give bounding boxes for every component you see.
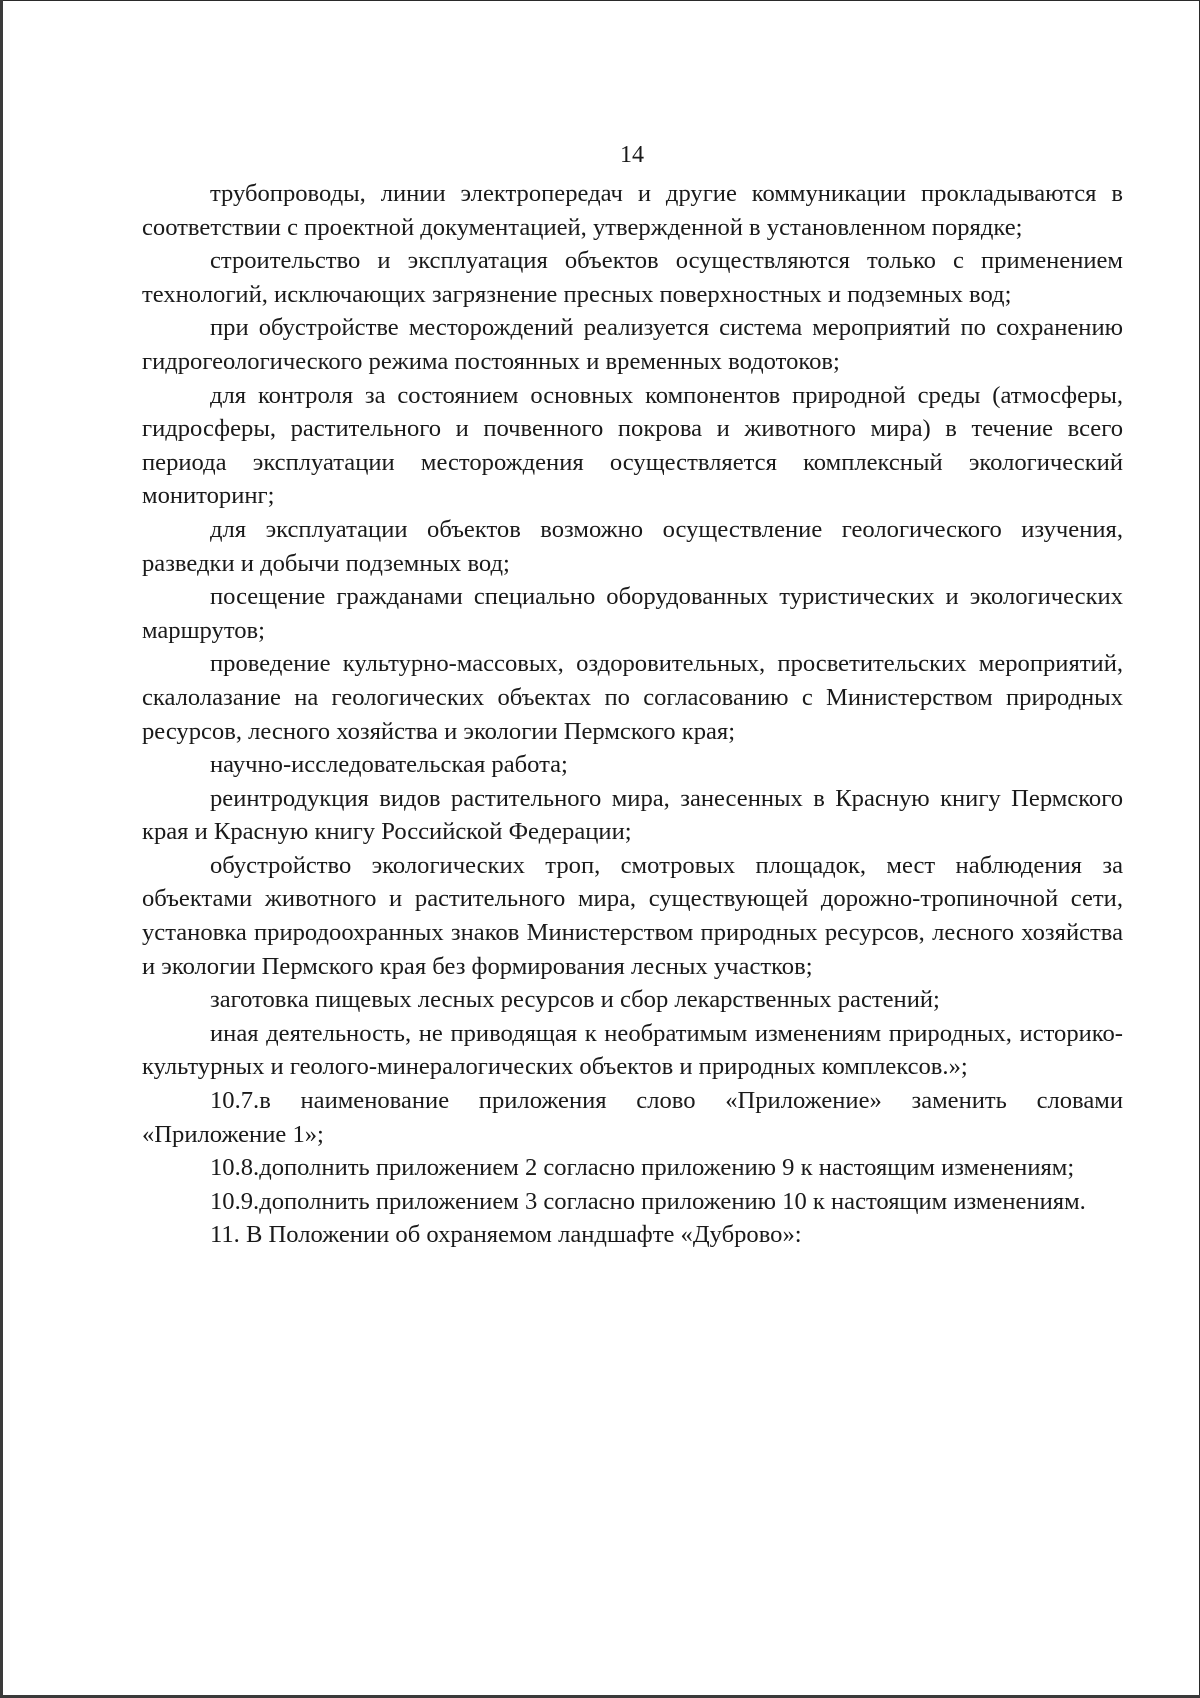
page-number: 14: [620, 142, 644, 168]
paragraph: реинтродукция видов растительного мира, занесенных в Красную книгу Пермского края и Красную книгу Российской Федерации;: [142, 784, 1123, 846]
paragraph: 10.9.дополнить приложением 3 согласно приложению 10 к настоящим изменениям.: [210, 1187, 1086, 1215]
paragraph: заготовка пищевых лесных ресурсов и сбор лекарственных растений;: [210, 986, 940, 1014]
paragraph: для контроля за состоянием основных компонентов природной среды (атмосферы, гидросферы, растительного и почвенного покрова и животного мира) в течение всего периода эксплуатации месторождения осуществляется комплексный экологический мониторинг;: [142, 381, 1123, 510]
scan-edge-left: [0, 0, 3, 1698]
document-body: [142, 177, 1123, 1252]
paragraph: проведение культурно-массовых, оздоровительных, просветительских мероприятий, скалолазание на геологических объектах по согласованию с Министерством природных ресурсов, лесного хозяйства и экологии Пермского края;: [142, 650, 1123, 745]
paragraph: при обустройстве месторождений реализуется система мероприятий по сохранению гидрогеологического режима постоянных и временных водотоков;: [142, 314, 1123, 375]
paragraph: строительство и эксплуатация объектов осуществляются только с применением технологий, исключающих загрязнение пресных поверхностных и подземных вод;: [142, 247, 1123, 308]
paragraph: обустройство экологических троп, смотровых площадок, мест наблюдения за объектами животного и растительного мира, существующей дорожно-тропиночной сети, установка природоохранных знаков Министерством природных ресурсов, лесного хозяйства и экологии Пермского края без формирования лесных участков;: [142, 851, 1123, 980]
paragraph: научно-исследовательская работа;: [210, 751, 568, 779]
paragraph: для эксплуатации объектов возможно осуществление геологического изучения, разведки и добычи подземных вод;: [142, 515, 1123, 577]
paragraph: посещение гражданами специально оборудованных туристических и экологических маршрутов;: [142, 583, 1123, 644]
paragraph: иная деятельность, не приводящая к необратимым изменениям природных, историко-культурных и геолого-минералогических объектов и природных комплексов.»;: [142, 1019, 1123, 1081]
paragraph: 11. В Положении об охраняемом ландшафте «Дуброво»:: [210, 1221, 802, 1249]
paragraph: 10.8.дополнить приложением 2 согласно приложению 9 к настоящим изменениям;: [210, 1154, 1075, 1182]
paragraph: трубопроводы, линии электропередач и другие коммуникации прокладываются в соответствии с проектной документацией, утвержденной в установленном порядке;: [142, 180, 1123, 241]
paragraph: 10.7.в наименование приложения слово «Приложение» заменить словами «Приложение 1»;: [142, 1087, 1123, 1148]
